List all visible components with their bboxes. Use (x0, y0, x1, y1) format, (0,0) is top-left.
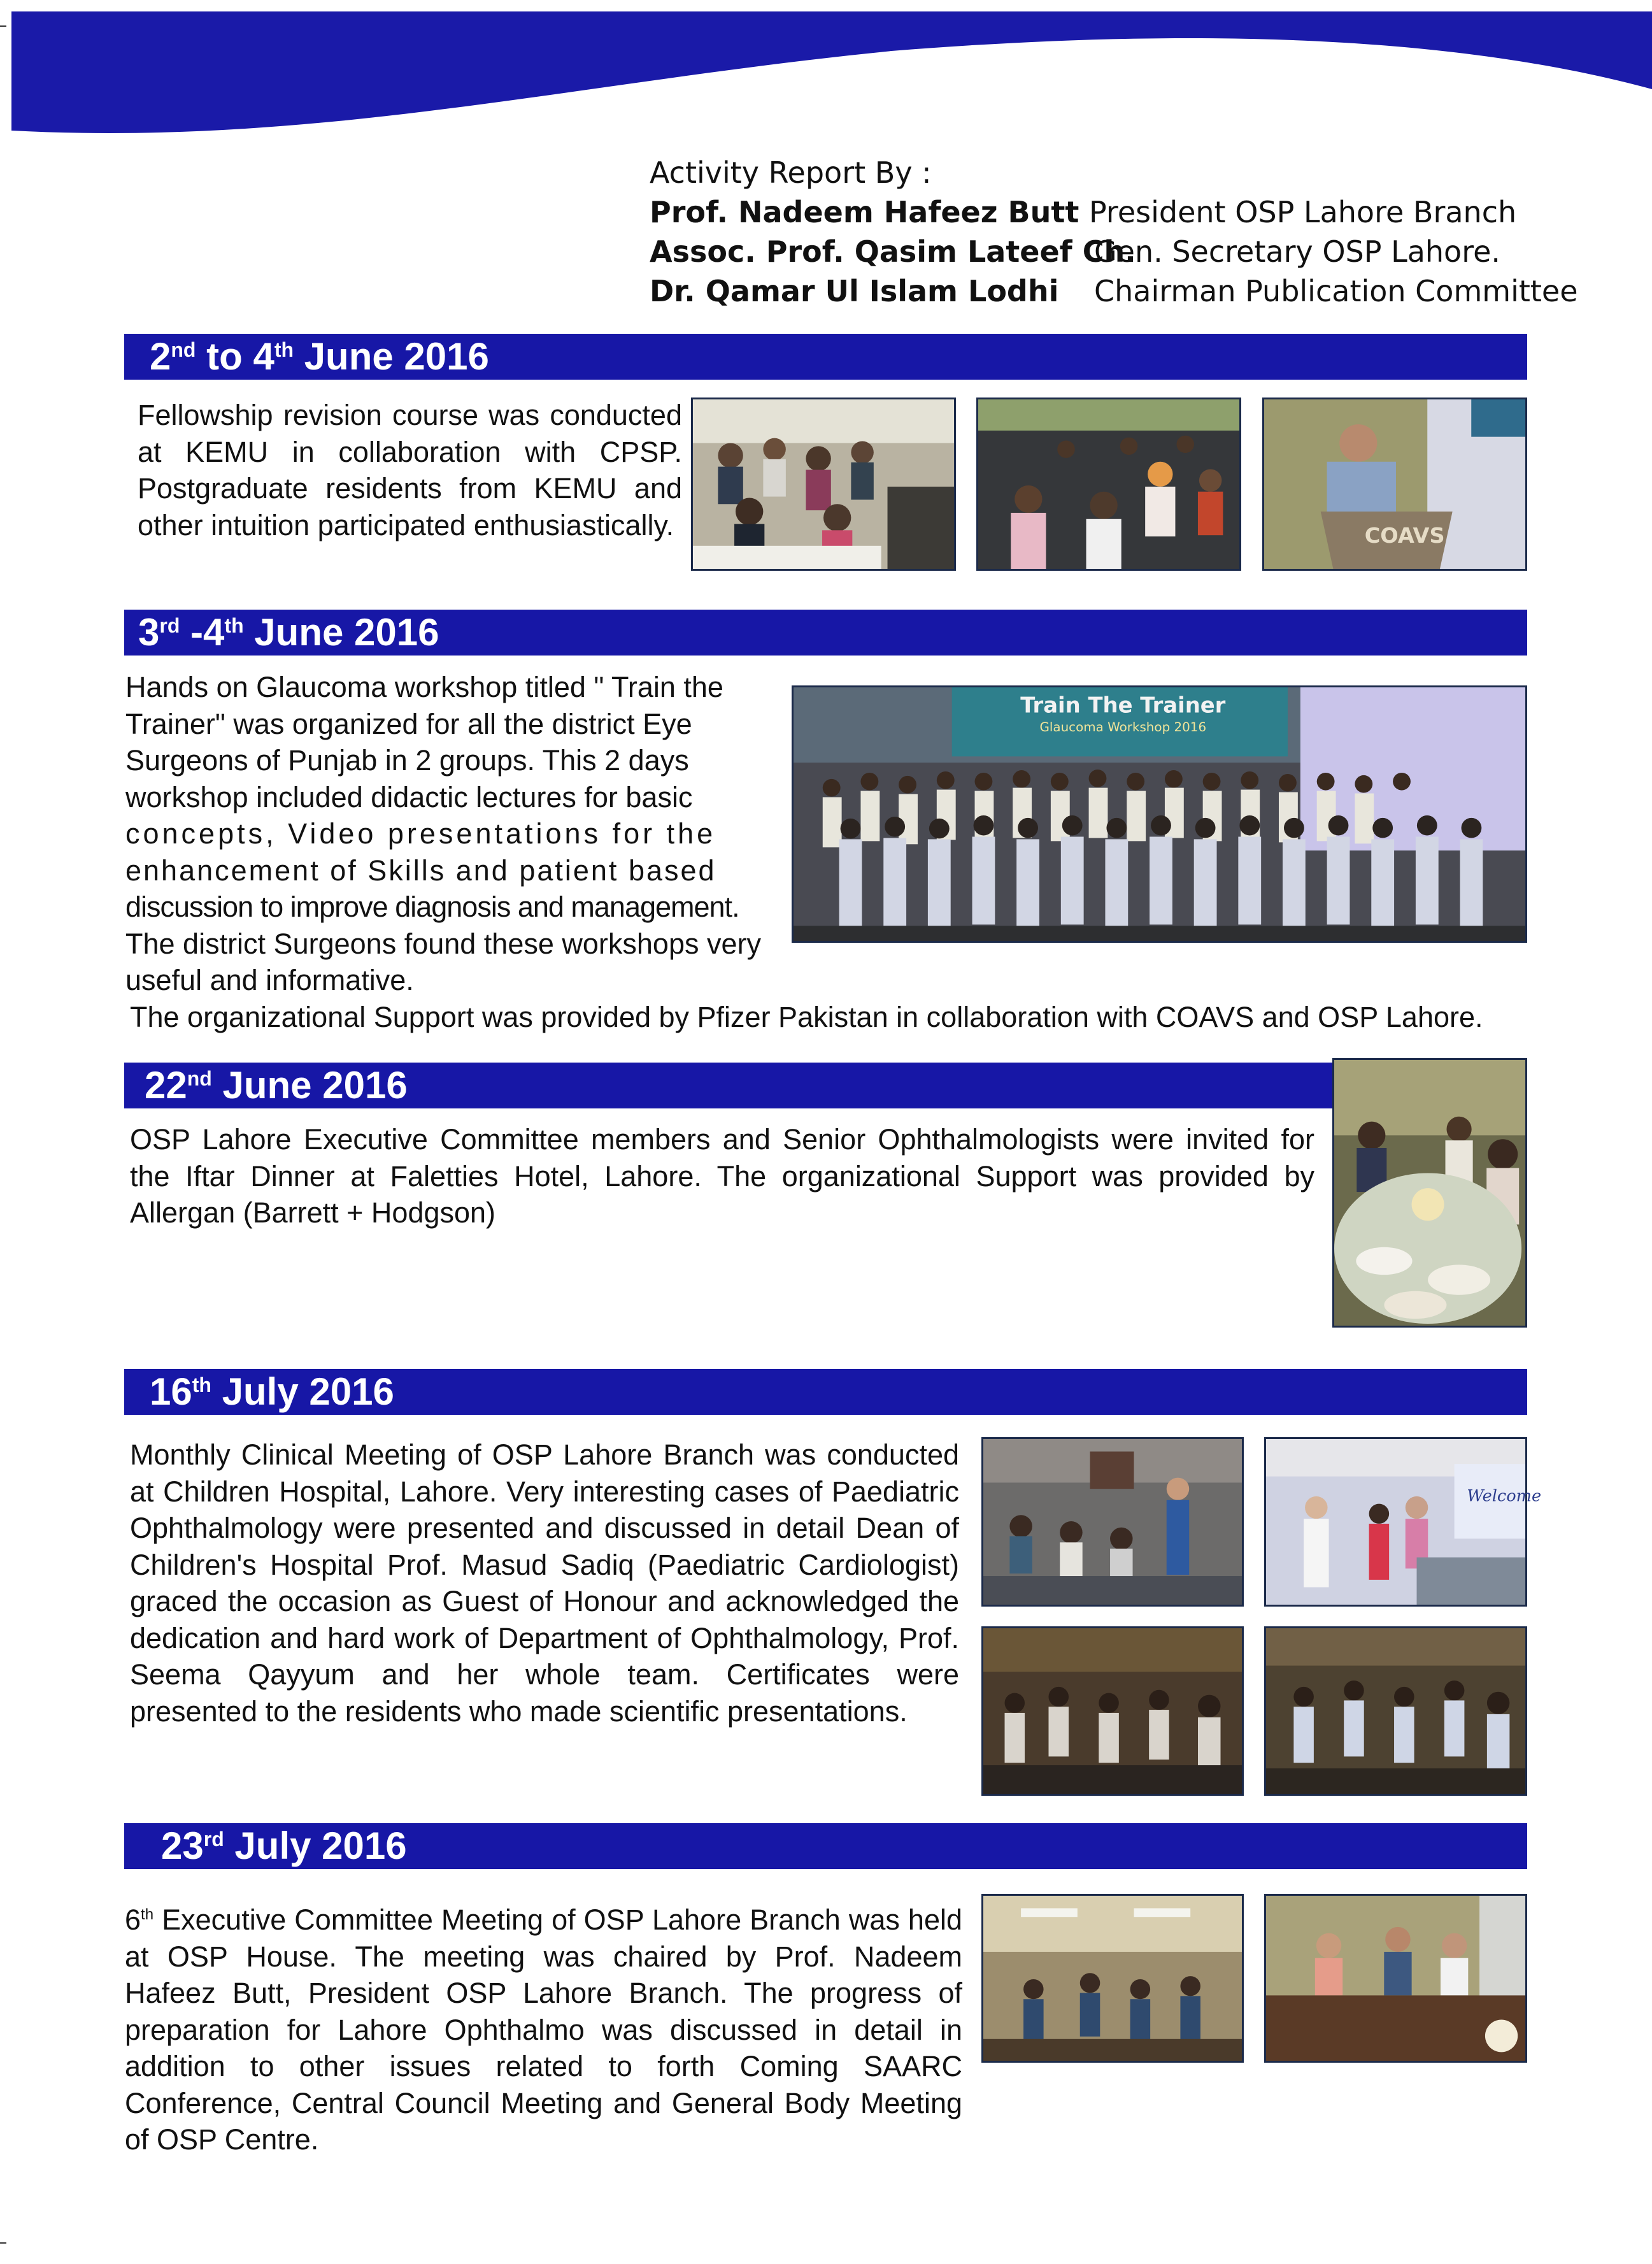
date-mid: -4 (180, 611, 225, 654)
section-date-band (124, 1369, 1527, 1415)
date-tail: June 2016 (211, 1064, 408, 1107)
date-tail: July 2016 (224, 1824, 407, 1867)
photo-audience (976, 398, 1241, 571)
text-line: The district Surgeons found these workshops very (125, 927, 761, 960)
section-body: Executive Committee Meeting of OSP Lahore Branch was held at OSP House. The meeting was chaired by Prof. Nadeem Hafeez Butt, President OSP Lahore Branch. The progress of preparation for Lahore Ophthalmo was discussed in detail in addition to other issues related to forth Coming SAARC Conference, Central Council Meeting and General Body Meeting of OSP Centre. (125, 1903, 962, 2156)
author-row (650, 192, 1541, 232)
date-day: 23 (161, 1824, 204, 1867)
author-name: Dr. Qamar Ul Islam Lodhi (650, 274, 1059, 308)
text-line: discussion to improve diagnosis and management. (125, 891, 739, 923)
author-role: President OSP Lahore Branch (1089, 195, 1517, 229)
text-line: useful and informative. (125, 964, 414, 996)
section-date-band (124, 1063, 1333, 1108)
banner-title: Train The Trainer (1020, 692, 1226, 718)
photo-audience-left (981, 1626, 1244, 1796)
banner-subtitle: Glaucoma Workshop 2016 (1039, 720, 1207, 734)
section-text (125, 669, 775, 999)
podium-label: COAVS (1364, 523, 1445, 548)
section-date-band (124, 334, 1527, 380)
date-day-suffix: nd (187, 1067, 212, 1090)
welcome-banner-text: Welcome (1467, 1486, 1542, 1506)
section-text: Monthly Clinical Meeting of OSP Lahore Branch was conducted at Children Hospital, Lahore. Very interesting cases of Paediatric Ophthalmology were presented and discussed in detail Dean of Children's Hospital Prof. Masud Sadiq (Paediatric Cardiologist) graced the occasion as Guest of Honour and acknowledged the dedication and hard work of Department of Ophthalmology, Prof. Seema Qayyum and her whole team. Certificates were presented to the residents who made scientific presentations. (130, 1438, 959, 1728)
header-wave-banner (0, 0, 1652, 153)
text-line: Trainer" was organized for all the district Eye (125, 707, 692, 740)
author-row (650, 271, 1578, 311)
date-tail: June 2016 (294, 335, 489, 378)
date-day: 2 (150, 335, 171, 378)
author-role: Gen. Secretary OSP Lahore. (1094, 234, 1501, 269)
text-line: Hands on Glaucoma workshop titled " Train the (125, 671, 723, 703)
report-authors (650, 153, 1578, 311)
photo-speaker-welcome (1264, 1437, 1542, 1607)
report-intro: Activity Report By : (650, 155, 932, 190)
section-text: Fellowship revision course was conducted at KEMU in collaboration with CPSP. Postgraduate residents from KEMU and other intuition participated enthusiastically. (138, 399, 682, 541)
photo-clinical-meeting (981, 1437, 1244, 1607)
date-day-suffix: rd (159, 614, 180, 637)
photo-committee-room (981, 1894, 1244, 2063)
crop-mark (0, 25, 6, 27)
photo-group-workshop (792, 685, 1527, 943)
photo-podium-speaker (1262, 398, 1527, 571)
photo-classroom (691, 398, 956, 571)
author-row (650, 232, 1541, 271)
ordinal-number: 6 (125, 1903, 141, 1936)
text-line: enhancement of Skills and patient based (125, 854, 716, 887)
section-text: OSP Lahore Executive Committee members and Senior Ophthalmologists were invited for the Iftar Dinner at Faletties Hotel, Lahore. The organizational Support was provided by Allergan (Barrett + Hodgson) (130, 1123, 1314, 1229)
photo-committee-panel (1264, 1894, 1527, 2063)
date-day-suffix: rd (203, 1828, 224, 1851)
date-mid: to 4 (196, 335, 274, 378)
author-name: Prof. Nadeem Hafeez Butt (650, 195, 1079, 229)
date-tail: July 2016 (211, 1370, 394, 1413)
text-line: workshop included didactic lectures for basic (125, 780, 693, 813)
section-support-text: The organizational Support was provided by Pfizer Pakistan in collaboration with COAVS and OSP Lahore. (130, 1001, 1483, 1033)
date-mid-suffix: th (274, 338, 294, 361)
date-day: 16 (150, 1370, 192, 1413)
author-role: Chairman Publication Committee (1094, 274, 1578, 308)
text-line: Surgeons of Punjab in 2 groups. This 2 days (125, 744, 689, 777)
date-day: 22 (145, 1064, 187, 1107)
ordinal-suffix: th (141, 1906, 154, 1923)
section-date-band (124, 610, 1527, 656)
crop-mark (0, 2242, 6, 2244)
section-date-band (124, 1823, 1527, 1869)
photo-audience-right (1264, 1626, 1527, 1796)
photo-iftar-dinner (1332, 1058, 1527, 1328)
date-day-suffix: th (192, 1373, 211, 1396)
date-day: 3 (138, 611, 160, 654)
text-line: concepts, Video presentations for the (125, 817, 716, 850)
author-name: Assoc. Prof. Qasim Lateef Ch. (650, 234, 1136, 269)
date-tail: June 2016 (243, 611, 439, 654)
date-day-suffix: nd (171, 338, 196, 361)
date-mid-suffix: th (224, 614, 244, 637)
section-text (125, 1896, 962, 2158)
